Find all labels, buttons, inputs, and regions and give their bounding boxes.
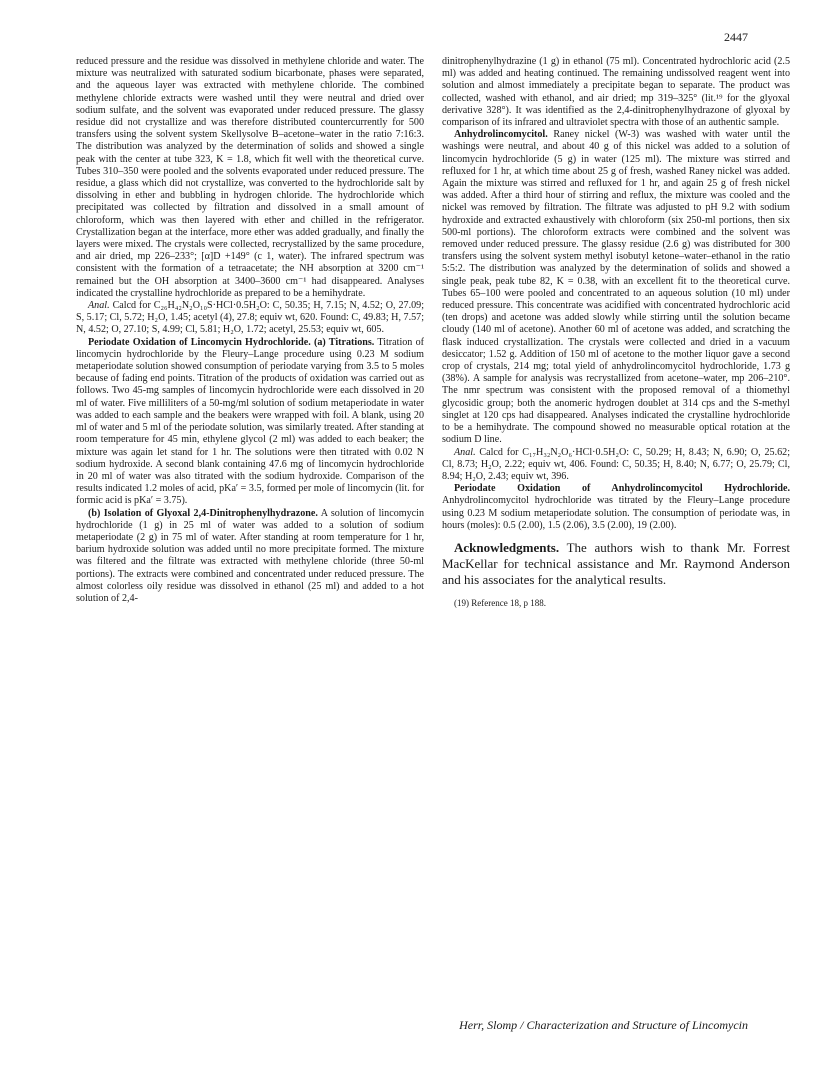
ack-text: The authors wish to thank Mr. Forrest MacKellar for technical assistance and Mr. Raymond Anderson and his associates for the analytical results.	[442, 539, 790, 587]
left-column	[76, 56, 424, 605]
analysis-paragraph-2	[442, 447, 790, 484]
section-heading: Periodate Oxidation of Lincomycin Hydrochloride. (a) Titrations.	[88, 336, 375, 348]
anal-label: Anal.	[88, 300, 110, 312]
section-text: Anhydrolincomycitol hydrochloride was titrated by the Fleury–Lange procedure using 0.23 M sodium metaperiodate solution. The consumption of periodate was, in hours (moles): 0.5 (2.00), 1.5 (2.06), 3.5 (2.00), 19 (2.00).	[442, 495, 790, 531]
section-text: A solution of lincomycin hydrochloride (1 g) in 25 ml of water was added to a solution of sodium metaperiodate (2 g) in 75 ml of water. After standing at room temperature for 1 hr, barium hydroxide solution was added until no more precipitate formed. The mixture was filtered and the filtrate was extracted with methylene chloride (three 50-ml portions). The extracts were combined and concentrated under reduced pressure. The almost colorless oily residue was dissolved in ethanol (25 ml) and added to a hot solution of 2,4-	[76, 507, 424, 604]
page-number: 2447	[724, 30, 748, 44]
paragraph-continuation: reduced pressure and the residue was dissolved in methylene chloride and water. The mixture was neutralized with saturated sodium bicarbonate, phases were separated, and the aqueous layer was extracted with methylene chloride. The combined methylene chloride extracts were washed until they were neutral and dried over sodium sulfate, and the solvent was evaporated under reduced pressure. The glassy residue did not crystallize and was therefore distributed countercurrently for 500 transfers using the solvent system Skellysolve B–acetone–water in the ratio 7:16:3. The distribution was analyzed by the determination of solids and showed a single peak with the center at tube 323, K = 1.8, which fit well with the theoretical curve. Tubes 310–350 were pooled and the solvents evaporated under reduced pressure. The residue, a glass which did not crystallize, was converted to the hydrochloride salt by dissolving in ether and bubbling in hydrogen chloride. The hydrochloride which precipitated was collected by filtration and dissolved in a small amount of chloroform, which was then layered with ether and chilled in the refrigerator. Crystallization began at the interface, more ether was added gradually, and finally the layers were mixed. The crystals were collected, recrystallized by the same procedure, and air dried, mp 226–233°; [α]D +149° (c 1, water). The infrared spectrum was consistent with the formation of a tetraacetate; the NH absorption at 3200 cm⁻¹ remained but the OH absorption at 3400–3600 cm⁻¹ had disappeared. Analyses indicated the crystalline hydrochloride as prepared to be a hemihydrate.	[76, 56, 424, 299]
section-text: Titration of lincomycin hydrochloride by the Fleury–Lange procedure using 0.23 M sodium metaperiodate solution showed consumption of periodate varying from 3.5 to 5 moles because of fading end points. Titration of the products of oxidation was carried out as follows. Two 45-mg samples of lincomycin hydrochloride were each dissolved in 20 ml of water. Five milliliters of a 50-mg/ml solution of sodium metaperiodate in water was added to each sample and the beakers were wrapped with foil. A blank, using 20 ml of water and 5 ml of the periodate solution, was similarly treated. After standing at room temperature for 45 min, ethylene glycol (2 ml) was added to each beaker; the mixture was again let stand for 1 hr. The solutions were then titrated with 0.02 N sodium hydroxide. A second blank containing 47.6 mg of lincomycin hydrochloride in 20 ml of water was also titrated with the sodium hydroxide. Comparison of the results indicated 1.2 moles of acid, pKa′ = 3.5, formed per mole of lincomycin (lit. for formic acid is pKa′ = 3.75).	[76, 336, 424, 507]
right-column	[442, 56, 790, 609]
section-heading: (b) Isolation of Glyoxal 2,4-Dinitrophenylhydrazone.	[88, 507, 318, 519]
periodate-anhydro-section	[442, 483, 790, 532]
anhydrolincomycitol-section	[442, 129, 790, 446]
acknowledgments	[442, 540, 790, 588]
anal-text: Calcd for C₂₆H₄₂N₂O₁₀S·HCl·0.5H₂O: C, 50.35; H, 7.15; N, 4.52; O, 27.09; S, 5.17; Cl, 5.72; H₂O, 1.45; acetyl (4), 27.8; equiv wt, 620. Found: C, 49.83; H, 7.57; N, 4.52; O, 27.10; S, 4.99; Cl, 5.81; H₂O, 1.72; acetyl, 25.53; equiv wt, 605.	[76, 300, 425, 336]
anal-text: Calcd for C₁₇H₃₂N₂O₆·HCl·0.5H₂O: C, 50.29; H, 8.43; N, 6.90; O, 25.62; Cl, 8.73; H₂O, 2.22; equiv wt, 406. Found: C, 50.35; H, 8.40; N, 6.77; O, 25.79; Cl, 8.94; H₂O, 2.43; equiv wt, 396.	[442, 446, 790, 482]
running-footer: Herr, Slomp / Characterization and Structure of Lincomycin	[459, 1018, 748, 1032]
paragraph-continuation: dinitrophenylhydrazine (1 g) in ethanol (75 ml). Concentrated hydrochloric acid (2.5 ml) was added and heating continued. The remaining undissolved reagent went into solution and almost immediately a precipitate began to separate. The product was collected, washed with ethanol, and air dried; mp 319–325° (lit.¹⁹ for the glyoxal derivative 328°). It was identified as the 2,4-dinitrophenylhydrazone of glyoxal by comparison of its infrared and ultraviolet spectra with those of an authentic sample.	[442, 56, 790, 129]
section-heading: Periodate Oxidation of Anhydrolincomycitol Hydrochloride.	[454, 483, 790, 495]
glyoxal-section	[76, 508, 424, 606]
analysis-paragraph-1	[76, 300, 424, 337]
footnote: (19) Reference 18, p 188.	[454, 597, 546, 608]
section-heading: Anhydrolincomycitol.	[454, 129, 548, 141]
section-text: Raney nickel (W-3) was washed with water until the washings were neutral, and about 40 g of this nickel was added to a solution of lincomycin hydrochloride (5 g) in water (125 ml). The mixture was stirred and refluxed for 1 hr, at which time about 25 g of fresh, washed Raney nickel was added. Again the mixture was stirred and refluxed for 1 hr, and again 25 g of fresh nickel was added. After a third hour of stirring and reflux, the mixture was cooled and the nickel was removed by filtration. The filtrate was adjusted to pH 9.2 with sodium hydroxide and extracted exhaustively with chloroform (six 250-ml portions, then six 500-ml portions). The chloroform extracts were combined and the solvent was removed under reduced pressure. The glassy residue (2.6 g) was distributed for 300 transfers using the solvent system methyl isobutyl ketone–water–ethanol in the ratio 5:5:2. The distribution was analyzed by the determination of solids and showed a single peak, peak tube 82, K = 0.38, with an excellent fit to the theoretical curve. Tubes 65–100 were pooled and concentrated to an aqueous solution (10 ml) under reduced pressure. This concentrate was acidified with concentrated hydrochloric acid (ten drops) and acetone was added slowly while stirring until the solution became cloudy (140 ml of acetone). Another 60 ml of acetone was added, and scratching the flask induced crystallization. The crystals were collected and dried in a vacuum desiccator; 1.52 g. Addition of 150 ml of acetone to the mother liquor gave a second crop of crystals, 214 mg; total yield of anhydrolincomycitol hydrochloride, 1.73 g (38%). A sample for analysis was recrystallized from acetone–water, mp 206–210°. The nmr spectrum was consistent with the proposed removal of a thiomethyl glycosidic group; both the anomeric hydrogen doublet at 314 cps and the S-methyl singlet at 120 cps had disappeared. Analyses indicated the crystalline hydrochloride to be a hemihydrate. The compound showed no measurable optical rotation at the sodium D line.	[442, 129, 791, 446]
ack-heading: Acknowledgments.	[454, 539, 560, 555]
anal-label: Anal.	[454, 446, 476, 458]
periodate-section	[76, 337, 424, 508]
